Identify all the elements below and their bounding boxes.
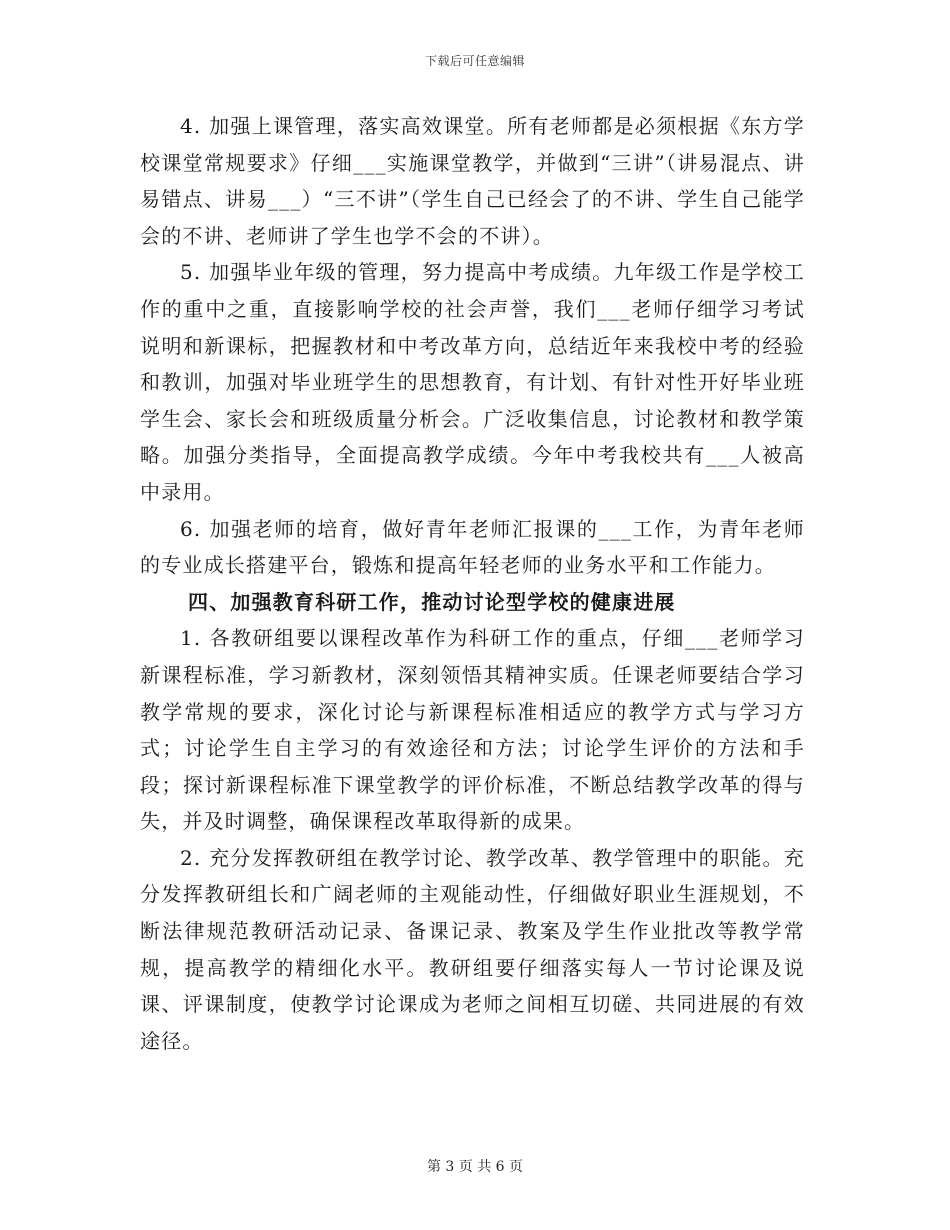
section-paragraph-2: 2. 充分发挥教研组在教学讨论、教学改革、教学管理中的职能。充分发挥教研组长和广阔老师的主观能动性，仔细做好职业生涯规划，不断法律规范教研活动记录、备课记录、教案及学生作业批改等教学常规，提高教学的精细化水平。教研组要仔细落实每人一节讨论课及说课、评课制度，使教学讨论课成为老师之间相互切磋、共同进展的有效途径。 — [140, 845, 805, 1053]
section-paragraph-1: 1. 各教研组要以课程改革作为科研工作的重点，仔细___老师学习新课程标准，学习新教材，深刻领悟其精神实质。任课老师要结合学习教学常规的要求，深化讨论与新课程标准相适应的教学方式与学习方式；讨论学生自主学习的有效途径和方法；讨论学生评价的方法和手段；探讨新课程标准下课堂教学的评价标准，不断总结教学改革的得与失，并及时调整，确保课程改革取得新的成果。 — [140, 626, 805, 834]
document-body — [140, 108, 805, 1059]
section-heading: 四、加强教育科研工作，推动讨论型学校的健康进展 — [188, 589, 676, 614]
paragraph-item-5: 5. 加强毕业年级的管理，努力提高中考成绩。九年级工作是学校工作的重中之重，直接影响学校的社会声誉，我们___老师仔细学习考试说明和新课标，把握教材和中考改革方向，总结近年来我校中考的经验和教训，加强对毕业班学生的思想教育，有计划、有针对性开好毕业班学生会、家长会和班级质量分析会。广泛收集信息，讨论教材和教学策略。加强分类指导，全面提高教学成绩。今年中考我校共有___人被高中录用。 — [140, 260, 805, 504]
page-footer: 第 3 页 共 6 页 — [426, 1159, 524, 1175]
paragraph-item-6: 6. 加强老师的培育，做好青年老师汇报课的___工作，为青年老师的专业成长搭建平台，锻炼和提高年轻老师的业务水平和工作能力。 — [140, 516, 805, 578]
paragraph-item-4: 4. 加强上课管理，落实高效课堂。所有老师都是必须根据《东方学校课堂常规要求》仔细___实施课堂教学，并做到“三讲”（讲易混点、讲易错点、讲易___）“三不讲”（学生自己已经会了的不讲、学生自己能学会的不讲、老师讲了学生也学不会的不讲）。 — [140, 114, 805, 248]
page-header: 下载后可任意编辑 — [424, 54, 525, 68]
